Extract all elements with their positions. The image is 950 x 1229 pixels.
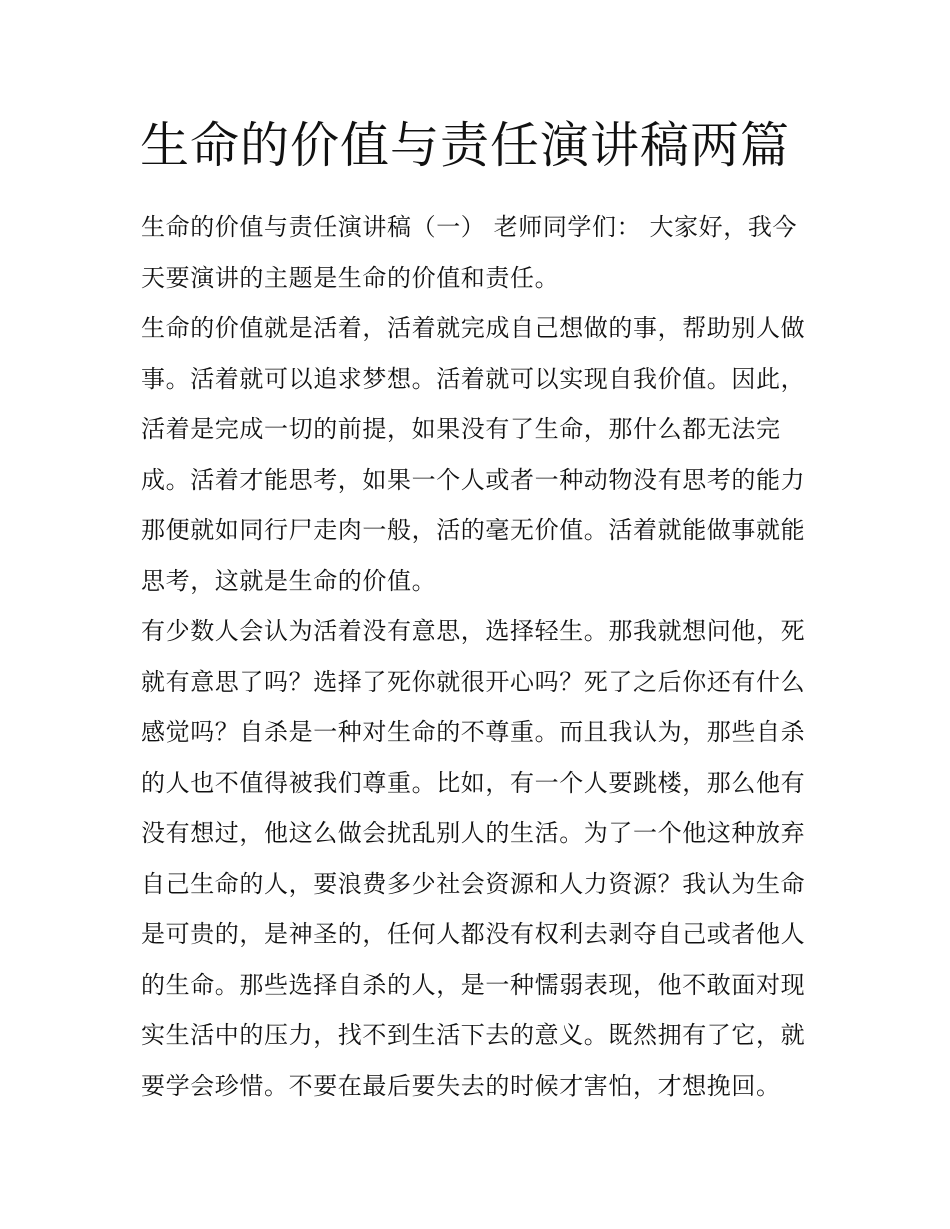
- text-line: 有少数人会认为活着没有意思，选择轻生。那我就想问他，死: [141, 617, 806, 645]
- text-line: 没有想过，他这么做会扰乱别人的生活。为了一个他这种放弃: [141, 819, 806, 847]
- text-line: 生命的价值就是活着，活着就完成自己想做的事，帮助别人做: [141, 314, 806, 342]
- text-line: 就有意思了吗？选择了死你就很开心吗？死了之后你还有什么: [141, 667, 806, 696]
- text-line: 感觉吗？自杀是一种对生命的不尊重。而且我认为，那些自杀: [141, 718, 806, 746]
- text-line: 天要演讲的主题是生命的价值和责任。: [141, 263, 560, 292]
- text-line: 要学会珍惜。不要在最后要失去的时候才害怕，才想挽回。: [141, 1071, 781, 1100]
- text-line: 事。活着就可以追求梦想。活着就可以实现自我价值。因此，: [141, 364, 806, 393]
- text-line: 自己生命的人，要浪费多少社会资源和人力资源？我认为生命: [141, 869, 806, 898]
- document-body: [141, 202, 821, 1111]
- text-line: 成。活着才能思考，如果一个人或者一种动物没有思考的能力: [141, 465, 806, 494]
- text-line: 生命的价值与责任演讲稿（一） 老师同学们： 大家好，我今: [141, 213, 798, 241]
- text-line: 实生活中的压力，找不到生活下去的意义。既然拥有了它，就: [141, 1021, 806, 1049]
- text-line: 那便就如同行尸走肉一般，活的毫无价值。活着就能做事就能: [141, 516, 806, 544]
- text-line: 活着是完成一切的前提，如果没有了生命，那什么都无法完: [141, 415, 781, 443]
- text-line: 的生命。那些选择自杀的人，是一种懦弱表现，他不敢面对现: [141, 970, 806, 999]
- document-title: 生命的价值与责任演讲稿两篇: [140, 117, 791, 174]
- text-line: 思考，这就是生命的价值。: [141, 566, 437, 595]
- text-line: 是可贵的，是神圣的，任何人都没有权利去剥夺自己或者他人: [141, 920, 806, 948]
- text-line: 的人也不值得被我们尊重。比如，有一个人要跳楼，那么他有: [141, 768, 806, 797]
